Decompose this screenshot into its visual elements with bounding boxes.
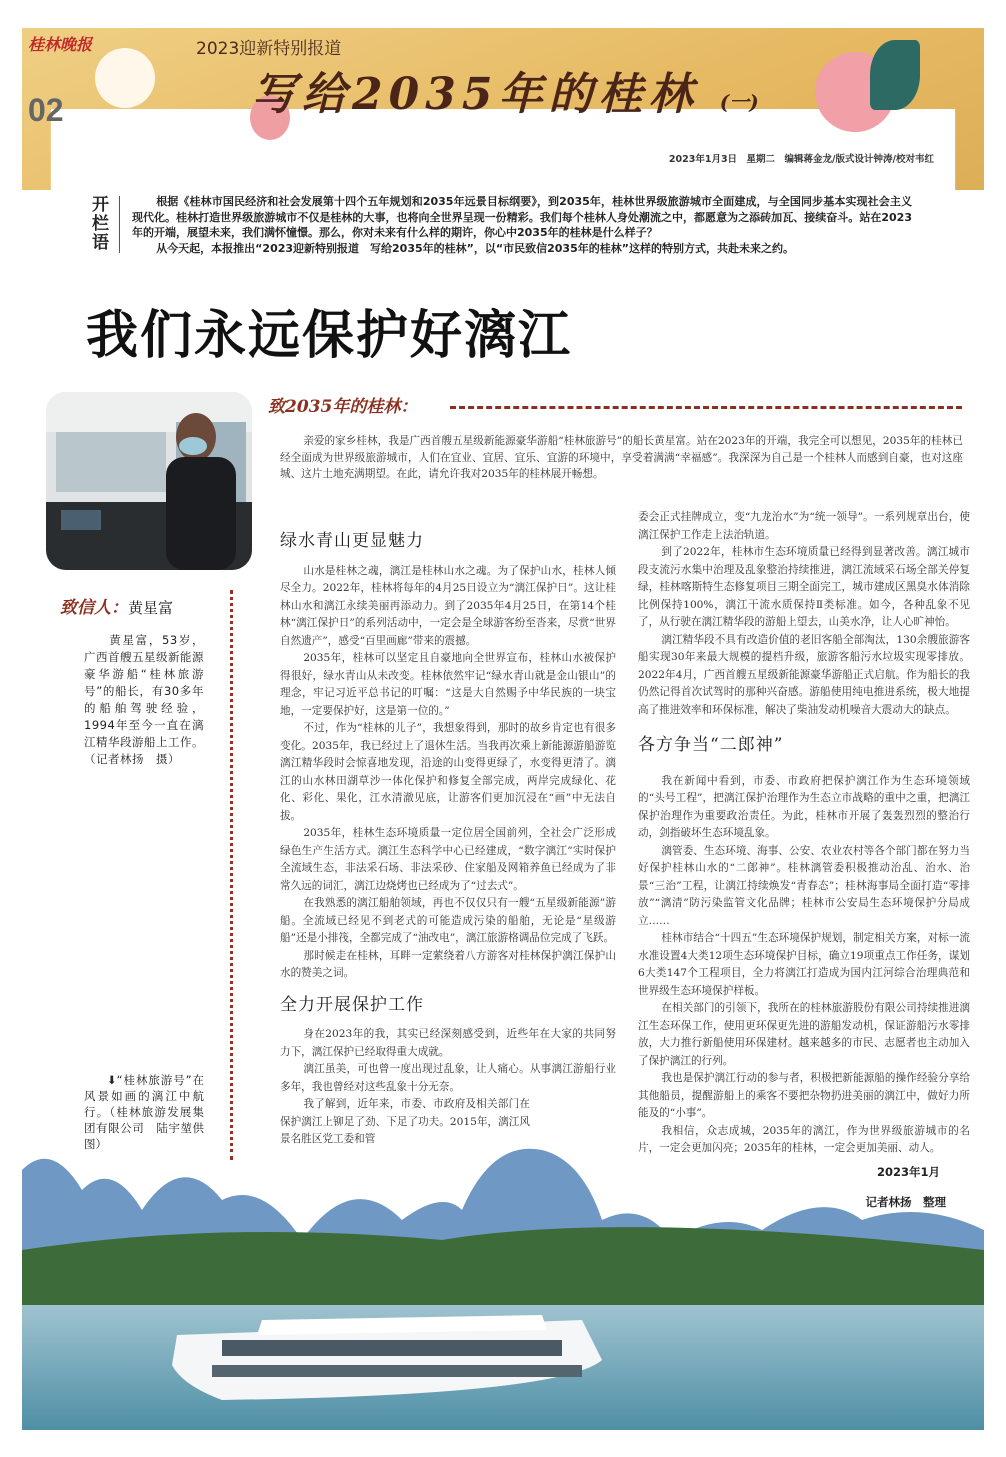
letter-opening (280, 433, 963, 483)
intro-paragraph: 从今天起，本报推出“2023迎新特别报道 写给2035年的桂林”，以“市民致信2035年的桂林”这样的特别方式，共赴未来之约。 (156, 241, 794, 255)
paragraph-continued: 委会正式挂牌成立，变“九龙治水”为“统一领导”。一系列规章出台，使漓江保护工作走上法治轨道。 (638, 511, 970, 541)
kicker: 2023迎新特别报道 (196, 39, 342, 59)
photo-credit: （记者林扬 摄） (84, 752, 180, 766)
bio-text: 黄星富，53岁，广西首艘五星级新能源豪华游船“桂林旅游号”的船长，有30多年的船舶驾驶经验，1994年至今一直在漓江精华段游船上工作。 (84, 633, 204, 749)
paragraph: 我了解到，近年来，市委、市政府及相关部门在保护漓江上铆足了劲、下足了功夫。2015年，漓江风景名胜区党工委和管 (280, 1098, 530, 1145)
letter-date: 2023年1月 (876, 1164, 940, 1179)
intro (132, 194, 912, 256)
caption-text: “桂林旅游号”在风景如画的漓江中航行。（桂林旅游发展集团有限公司 陆宇堃供图） (84, 1073, 204, 1151)
paragraph: 漓管委、生态环境、海事、公安、农业农村等各个部门都在努力当好保护桂林山水的“二郎神”。桂林漓管委积极推动治乱、治水、治景“三治”工程，让漓江持续焕发“青春态”；桂林海事局全面打造“零排放”“漓清”防污染监管文化品牌；桂林市公安局生态环境保护分局成立…… (638, 844, 970, 927)
title-part: (一) (719, 90, 759, 114)
intro-label: 开栏语 (92, 196, 120, 253)
letter-salutation: 致2035年的桂林： (268, 397, 418, 417)
paragraph: 在相关部门的引领下，我所在的桂林旅游股份有限公司持续推进漓江生态环保工作，使用更环保更先进的游船发动机，保证游船污水零排放，大力推行新船使用环保建材。越来越多的市民、志愿者也主动加入了保护漓江的行列。 (638, 1002, 970, 1067)
column-2 (638, 509, 970, 1210)
flower-decoration (95, 48, 155, 108)
intro-paragraph: 根据《桂林市国民经济和社会发展第十四个五年规划和2035年远景目标纲要》，到2035年，桂林世界级旅游城市全面建成，与全国同步基本实现社会主义现代化。桂林打造世界级旅游城市不仅是桂林的大事，也将向全世界呈现一份精彩。我们每个桂林人身处潮流之中，都愿意为之添砖加瓦、接续奋斗。站在2023年的开端，展望未来，我们满怀憧憬。那么，你对未来有什么样的期许，你心中2035年的桂林是什么样子？ (132, 195, 912, 239)
dashed-divider (450, 406, 962, 409)
dotted-divider (230, 590, 233, 1160)
paragraph: 2035年，桂林可以坚定且自豪地向全世界宣布，桂林山水被保护得很好，绿水青山从未改变。桂林依然牢记“绿水青山就是金山银山”的理念，牢记习近平总书记的叮嘱：“这是大自然赐予中华民族的一块宝地，一定要保护好，这是第一位的。” (280, 652, 616, 717)
sender-label (60, 593, 173, 618)
paragraph: 那时候走在桂林，耳畔一定萦绕着八方游客对桂林保护漓江保护山水的赞美之词。 (280, 949, 616, 979)
arrow-down-icon: ⬇ (107, 1073, 117, 1087)
paragraph: 漓江虽美，可也曾一度出现过乱象，让人痛心。从事漓江游船行业多年，我也曾经对这些乱象十分无奈。 (280, 1063, 616, 1093)
paragraph: 不过，作为“桂林的儿子”，我想象得到，那时的故乡肯定也有很多变化。2035年，我已经过上了退休生活。当我再次乘上新能源游船游览漓江精华段时会惊喜地发现，沿途的山变得更绿了，水变得更清了。漓江的山水林田湖草沙一体化保护和修复全部完成，两岸完成绿化、花化、彩化、果化，江水清澈见底，让游客们更加沉浸在“画”中无法自拔。 (280, 722, 616, 822)
newspaper-logo: 桂林晚报 (28, 35, 93, 54)
paragraph: 山水是桂林之魂，漓江是桂林山水之魂。为了保护山水，桂林人倾尽全力。2022年，桂林将每年的4月25日设立为“漓江保护日”。这让桂林山水和漓江永续美丽再添动力。到了2035年4月25日，在第14个桂林“漓江保护日”的系列活动中，一定会是全球游客纷至沓来，尽赏“世界自然遗产”，感受“百里画廊”带来的震撼。 (280, 564, 616, 647)
dateline: 2023年1月3日 星期二 编辑蒋金龙/版式设计钟涛/校对韦红 (668, 154, 934, 165)
title-text: 写给2035年的桂林 (252, 69, 699, 120)
sender-name: 黄星富 (128, 599, 174, 617)
editor-credit: 记者林扬 整理 (865, 1194, 946, 1209)
paragraph: 我在新闻中看到，市委、市政府把保护漓江作为生态环境领域的“头号工程”，把漓江保护治理作为生态立市战略的重中之重，把漓江保护治理作为重要政治责任。为此，桂林市开展了轰轰烈烈的整治行动，剑指破坏生态环境乱象。 (638, 774, 970, 839)
sender-label-text: 致信人： (60, 598, 128, 618)
paragraph: 桂林市结合“十四五”生态环境保护规划，制定相关方案，对标一流水准设置4大类12项生态环境保护目标，确立19项重点工作任务，谋划6大类147个工程项目，全力将漓江打造成为国内江河综合治理典范和世界级生态环境保护样板。 (638, 932, 970, 997)
column-1 (280, 531, 616, 1149)
sender-bio (84, 632, 204, 768)
section-heading: 全力开展保护工作 (280, 994, 424, 1015)
headline: 我们永远保护好漓江 (86, 306, 573, 366)
letter-opening-text: 亲爱的家乡桂林，我是广西首艘五星级新能源豪华游船“桂林旅游号”的船长黄星富。站在2023年的开端，我完全可以想见，2035年的桂林已经全面成为世界级旅游城市，人们在宜业、宜居、宜乐、宜游的环境中，享受着满满“幸福感”。我深深为自己是一个桂林人而感到自豪，也对这座城、这片土地充满期望。在此，请允许我对2035年的桂林展开畅想。 (280, 435, 963, 480)
captain-photo (46, 392, 252, 570)
captain-photo-illustration (46, 392, 252, 570)
paragraph: 2035年，桂林生态环境质量一定位居全国前列，全社会广泛形成绿色生产生活方式。漓江生态科学中心已经建成，“数字漓江”实时保护全流域生态，非法采石场、非法采砂、住家船及网箱养鱼已经成为了非常久远的词汇，漓江边烧烤也已经成为了“过去式”。 (280, 827, 616, 892)
leaf-decoration (870, 40, 920, 110)
section-title (252, 58, 759, 122)
paragraph: 漓江精华段不具有改造价值的老旧客船全部淘汰，130余艘旅游客船实现30年来最大规模的提档升级，旅游客船污水垃圾实现零排放。2022年4月，广西首艘五星级新能源豪华游船正式启航。作为船长的我仍然记得首次试驾时的那种兴奋感。游船使用纯电推进系统，极大地提高了推进效率和环保标准，解决了柴油发动机噪音大震动大的缺点。 (638, 633, 970, 716)
page-number: 02 (28, 92, 64, 128)
paragraph: 我也是保护漓江行动的参与者，积极把新能源船的操作经验分享给其他船员，提醒游船上的乘客不要把杂物扔进美丽的漓江中，做好力所能及的“小事”。 (638, 1072, 970, 1119)
section-heading: 绿水青山更显魅力 (280, 531, 424, 551)
paragraph: 在我熟悉的漓江船舶领域，再也不仅仅只有一艘“五星级新能源”游船。全流域已经见不到老式的可能造成污染的船舶，无论是“星级游船”还是小排筏，全都完成了“油改电”，漓江旅游格调品位完成了飞跃。 (280, 897, 616, 944)
section-heading: 各方争当“二郎神” (638, 735, 784, 755)
paragraph: 身在2023年的我，其实已经深刻感受到，近些年在大家的共同努力下，漓江保护已经取得重大成就。 (280, 1028, 616, 1058)
paragraph: 我相信，众志成城，2035年的漓江，作为世界级旅游城市的名片，一定会更加闪亮；2035年的桂林，一定会更加美丽、动人。 (638, 1124, 970, 1154)
paragraph: 到了2022年，桂林市生态环境质量已经得到显著改善。漓江城市段支流污水集中治理及乱象整治持续推进，漓江流域采石场全部关停复绿，桂林喀斯特生态修复项目三期全面完工，城市建成区黑臭水体消除比例保持100%，漓江干流水质保持Ⅱ类标准。如今，各种乱象不见了，从行驶在漓江精华段的游船上望去，山美水净，让人心旷神怡。 (638, 546, 970, 628)
